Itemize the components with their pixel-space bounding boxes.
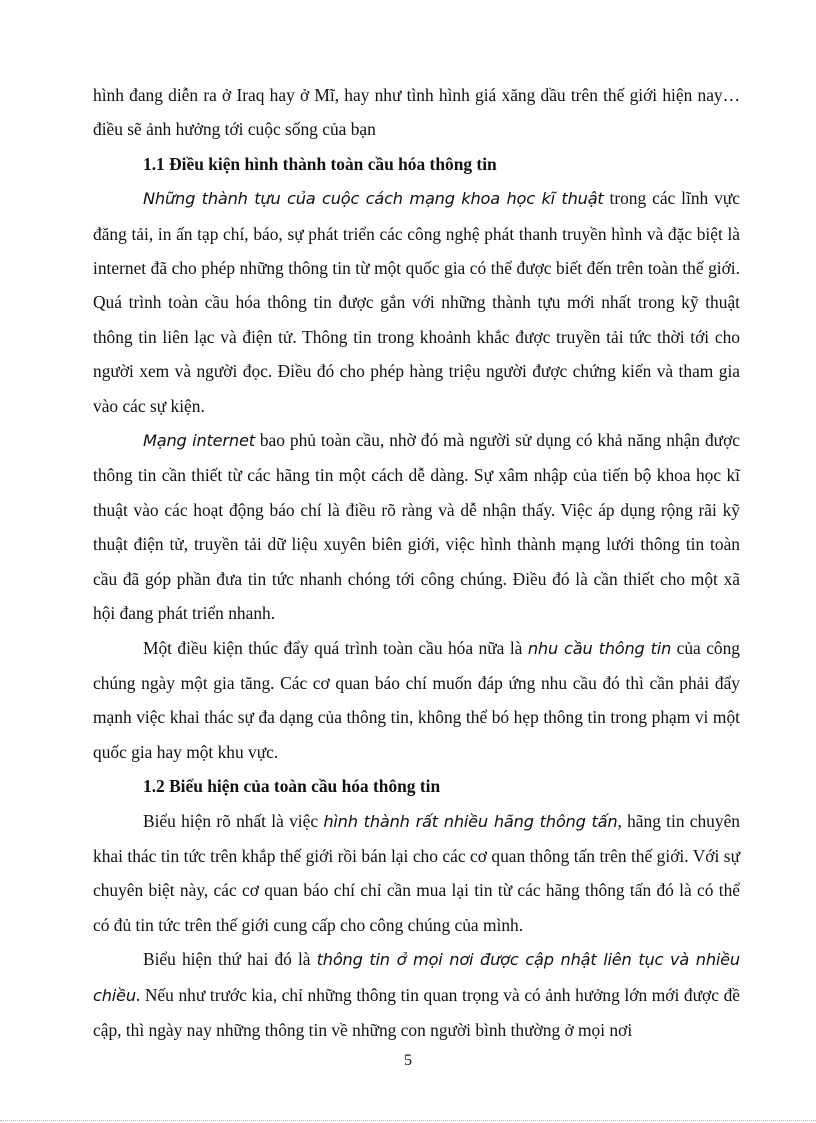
text-run: Biểu hiện rõ nhất là việc bbox=[143, 810, 324, 831]
emphasized-text: Mạng internet bbox=[143, 431, 255, 451]
paragraph-achievements bbox=[93, 181, 740, 423]
text-run: của công chúng ngày một gia tăng. Các cơ quan báo chí muốn đáp ứng nhu cầu đó thì cần phải đẩy mạnh việc khai thác sự đa dạng của thông tin, không thể bó hẹp thông tin trong phạm vi một quốc gia hay một khu vực. bbox=[93, 637, 741, 762]
emphasized-text: thông tin ở mọi nơi được cập nhật liên tục và nhiều chiều bbox=[93, 950, 740, 1005]
paragraph-information-need bbox=[93, 631, 740, 770]
page-bottom-divider bbox=[0, 1120, 816, 1121]
paragraph-continuation bbox=[93, 78, 740, 147]
emphasized-text: hình thành rất nhiều hãng thông tấn bbox=[323, 811, 618, 831]
text-run: 1.1 Điều kiện hình thành toàn cầu hóa thông tin bbox=[143, 153, 497, 174]
section-heading-1-2 bbox=[93, 769, 740, 803]
text-run: Một điều kiện thúc đẩy quá trình toàn cầu hóa nữa là bbox=[143, 637, 528, 658]
section-heading-1-1 bbox=[93, 147, 740, 181]
text-run: bao phủ toàn cầu, nhờ đó mà người sử dụng có khả năng nhận được thông tin cần thiết từ các hãng tin một cách dễ dàng. Sự xâm nhập của tiến bộ khoa học kĩ thuật vào các hoạt động báo chí là điều rõ ràng và dễ nhận thấy. Việc áp dụng rộng rãi kỹ thuật điện tử, truyền tải dữ liệu xuyên biên giới, việc hình thành mạng lưới thông tin toàn cầu đã góp phần đưa tin tức nhanh chóng tới công chúng. Điều đó là cần thiết cho một xã hội đang phát triển nhanh. bbox=[93, 430, 740, 624]
text-run: 1.2 Biểu hiện của toàn cầu hóa thông tin bbox=[143, 776, 441, 797]
emphasized-text: Những thành tựu của cuộc cách mạng khoa học kĩ thuật bbox=[143, 189, 604, 209]
text-run: trong các lĩnh vực đăng tải, in ấn tạp chí, báo, sự phát triển các công nghệ phát thanh truyền hình và đặc biệt là internet đã cho phép những thông tin từ một quốc gia có thể được biết đến trên toàn thế giới. Quá trình toàn cầu hóa thông tin được gắn với những thành tựu mới nhất trong kỹ thuật thông tin liên lạc và điện tử. Thông tin trong khoảnh khắc được truyền tải tức thời tới cho người xem và người đọc. Điều đó cho phép hàng triệu người được chứng kiến và tham gia vào các sự kiện. bbox=[93, 188, 740, 416]
text-run: hình đang diễn ra ở Iraq hay ở Mĩ, hay như tình hình giá xăng dầu trên thế giới hiện nay… điều sẽ ảnh hưởng tới cuộc sống của bạn bbox=[93, 85, 740, 140]
emphasized-text: nhu cầu thông tin bbox=[527, 638, 672, 658]
document-page bbox=[93, 78, 740, 1047]
paragraph-internet bbox=[93, 423, 740, 630]
text-run: . Nếu như trước kia, chỉ những thông tin quan trọng và có ảnh hưởng lớn mới được đề cập, thì ngày nay những thông tin về những con người bình thường ở mọi nơi bbox=[93, 984, 740, 1040]
text-run: Biểu hiện thứ hai đó là bbox=[143, 949, 317, 970]
paragraph-updated-everywhere bbox=[93, 942, 740, 1047]
text-run: , hãng tin chuyên khai thác tin tức trên khắp thế giới rồi bán lại cho các cơ quan thông tấn trên thế giới. Với sự chuyên biệt này, các cơ quan báo chí chỉ cần mua lại tin từ các hãng thông tấn đó là có thể có đủ tin tức trên thế giới cung cấp cho công chúng của mình. bbox=[93, 810, 740, 935]
page-number: 5 bbox=[404, 1052, 412, 1069]
paragraph-news-agencies bbox=[93, 804, 740, 943]
